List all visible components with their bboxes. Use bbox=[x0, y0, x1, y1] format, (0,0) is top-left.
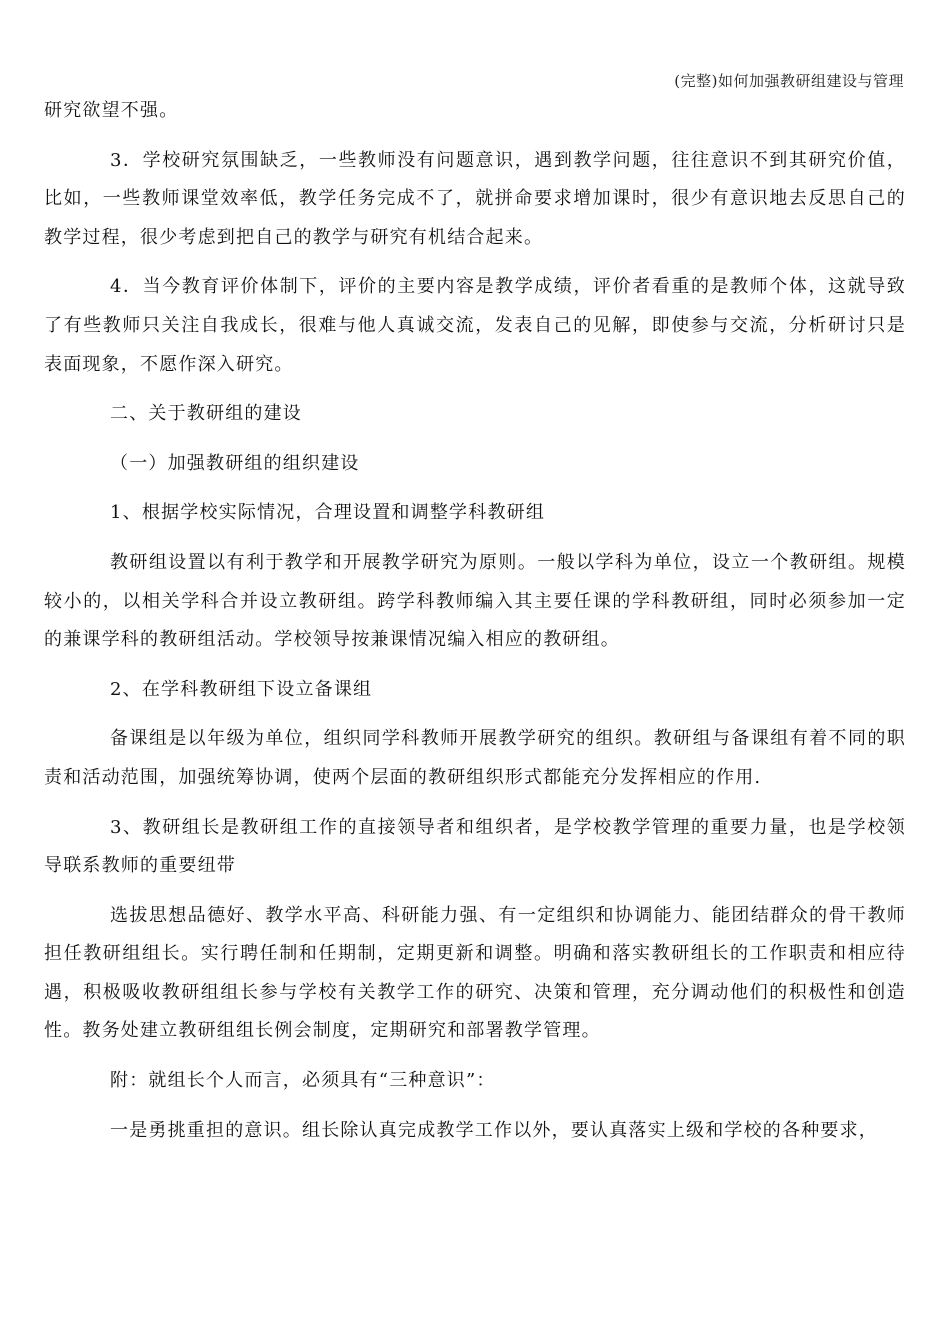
paragraph: 3、教研组长是教研组工作的直接领导者和组织者，是学校教学管理的重要力量，也是学校领导联系教师的重要纽带 bbox=[44, 816, 906, 877]
document-body bbox=[44, 92, 906, 1161]
paragraph: 附：就组长个人而言，必须具有“三种意识”： bbox=[110, 1070, 496, 1092]
paragraph: 选拔思想品德好、教学水平高、科研能力强、有一定组织和协调能力、能团结群众的骨干教师担任教研组组长。实行聘任制和任期制，定期更新和调整。明确和落实教研组长的工作职责和相应待遇，积极吸收教研组组长参与学校有关教学工作的研究、决策和管理，充分调动他们的积极性和创造性。教务处建立教研组组长例会制度，定期研究和部署教学管理。 bbox=[44, 904, 906, 1042]
paragraph: 备课组是以年级为单位，组织同学科教师开展教学研究的组织。教研组与备课组有着不同的职责和活动范围，加强统筹协调，使两个层面的教研组织形式都能充分发挥相应的作用. bbox=[44, 728, 906, 788]
paragraph: 4．当今教育评价体制下，评价的主要内容是教学成绩，评价者看重的是教师个体，这就导致了有些教师只关注自我成长，很难与他人真诚交流，发表自己的见解，即使参与交流，分析研讨只是表面现象，不愿作深入研究。 bbox=[44, 276, 906, 375]
paragraph: 2、在学科教研组下设立备课组 bbox=[110, 678, 373, 700]
paragraph: 3．学校研究氛围缺乏，一些教师没有问题意识，遇到教学问题，往往意识不到其研究价值，比如，一些教师课堂效率低，教学任务完成不了，就拼命要求增加课时，很少有意识地去反思自己的教学过程，很少考虑到把自己的教学与研究有机结合起来。 bbox=[44, 149, 906, 248]
paragraph: 1、根据学校实际情况，合理设置和调整学科教研组 bbox=[110, 502, 546, 524]
paragraph: 教研组设置以有利于教学和开展教学研究为原则。一般以学科为单位，设立一个教研组。规模较小的，以相关学科合并设立教研组。跨学科教师编入其主要任课的学科教研组，同时必须参加一定的兼课学科的教研组活动。学校领导按兼课情况编入相应的教研组。 bbox=[44, 551, 906, 651]
paragraph: （一）加强教研组的组织建设 bbox=[110, 452, 360, 474]
paragraph: 一是勇挑重担的意识。组长除认真完成教学工作以外，要认真落实上级和学校的各种要求， bbox=[110, 1119, 878, 1141]
paragraph: 二、关于教研组的建设 bbox=[110, 403, 302, 425]
paragraph: 研究欲望不强。 bbox=[44, 100, 179, 121]
page-header: (完整)如何加强教研组建设与管理 bbox=[674, 72, 904, 90]
